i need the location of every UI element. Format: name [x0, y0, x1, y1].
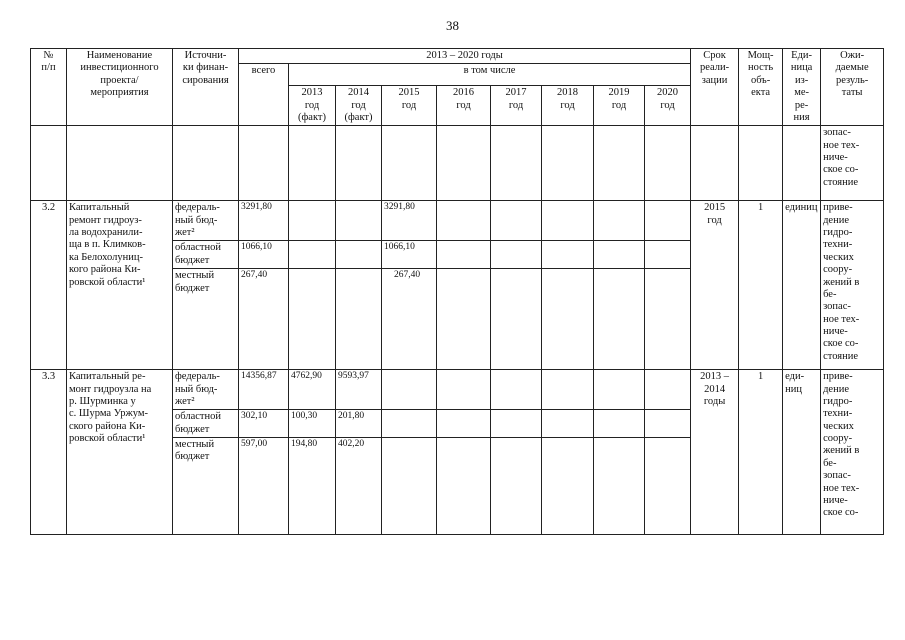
header-term: Срок реали- зации: [691, 49, 739, 126]
project-term: 2015 год: [691, 201, 739, 370]
value-2015: 3291,80: [382, 201, 437, 241]
value-2015: [382, 410, 437, 438]
header-capacity: Мощ- ность объ- екта: [739, 49, 783, 126]
header-unit: Еди- ница из- ме- ре- ния: [783, 49, 821, 126]
project-num: 3.2: [31, 201, 67, 370]
header-period: 2013 – 2020 годы: [239, 49, 691, 64]
header-year-2014: 2014 год (факт): [336, 86, 382, 126]
project-results: приве- дение гидро- техни- ческих соору- жений в бе- зопас- ное тех- ниче- ское со- стояние: [821, 201, 884, 370]
header-year-2020: 2020 год: [645, 86, 691, 126]
value-2013: 100,30: [289, 410, 336, 438]
funding-source: местный бюджет: [173, 438, 239, 535]
funding-source: областной бюджет: [173, 410, 239, 438]
continuation-results-text: зопас- ное тех- ниче- ское со- стояние: [821, 126, 884, 201]
value-2015: 1066,10: [382, 241, 437, 269]
project-capacity: 1: [739, 201, 783, 370]
header-funding-source: Источни- ки финан- сирования: [173, 49, 239, 126]
header-year-2015: 2015 год: [382, 86, 437, 126]
project-unit: еди- ниц: [783, 370, 821, 535]
project-num: 3.3: [31, 370, 67, 535]
project-results: приве- дение гидро- техни- ческих соору- жений в бе- зопас- ное тех- ниче- ское со-: [821, 370, 884, 535]
value-2015: [382, 438, 437, 535]
value-2013: [289, 201, 336, 241]
value-2014: 9593,97: [336, 370, 382, 410]
value-2013: 4762,90: [289, 370, 336, 410]
value-2015: 267,40: [382, 269, 437, 370]
project-unit: единиц: [783, 201, 821, 370]
header-total: всего: [239, 64, 289, 126]
project-name: Капитальный ре- монт гидроузла на р. Шурминка у с. Шурма Уржум- ского района Ки- ровской области¹: [67, 370, 173, 535]
value-2014: [336, 269, 382, 370]
value-total: 302,10: [239, 410, 289, 438]
value-total: 267,40: [239, 269, 289, 370]
header-including: в том числе: [289, 64, 691, 86]
page-number: 38: [446, 18, 459, 33]
project-name: Капитальный ремонт гидроуз- ла водохранили- ща в п. Климков- ка Белохолуниц- кого района Ки- ровской области¹: [67, 201, 173, 370]
value-2015: [382, 370, 437, 410]
project-capacity: 1: [739, 370, 783, 535]
header-year-2013: 2013 год (факт): [289, 86, 336, 126]
value-2014: 402,20: [336, 438, 382, 535]
header-results: Ожи- даемые резуль- таты: [821, 49, 884, 126]
value-2014: [336, 201, 382, 241]
value-2013: [289, 241, 336, 269]
funding-source: федераль- ный бюд- жет²: [173, 370, 239, 410]
table-row-continuation: [31, 126, 884, 201]
header-year-2016: 2016 год: [437, 86, 491, 126]
investment-projects-table: [30, 48, 884, 535]
value-2014: [336, 241, 382, 269]
value-2014: 201,80: [336, 410, 382, 438]
funding-source: федераль- ный бюд- жет²: [173, 201, 239, 241]
header-year-2017: 2017 год: [491, 86, 542, 126]
table-row: [31, 201, 884, 241]
value-total: 14356,87: [239, 370, 289, 410]
value-total: 1066,10: [239, 241, 289, 269]
header-year-2018: 2018 год: [542, 86, 594, 126]
value-2013: 194,80: [289, 438, 336, 535]
value-total: 597,00: [239, 438, 289, 535]
funding-source: местный бюджет: [173, 269, 239, 370]
header-year-2019: 2019 год: [594, 86, 645, 126]
funding-source: областной бюджет: [173, 241, 239, 269]
header-num: № п/п: [31, 49, 67, 126]
project-term: 2013 – 2014 годы: [691, 370, 739, 535]
header-project-name: Наименование инвестиционного проекта/ мероприятия: [67, 49, 173, 126]
table-row: [31, 370, 884, 410]
value-total: 3291,80: [239, 201, 289, 241]
value-2013: [289, 269, 336, 370]
